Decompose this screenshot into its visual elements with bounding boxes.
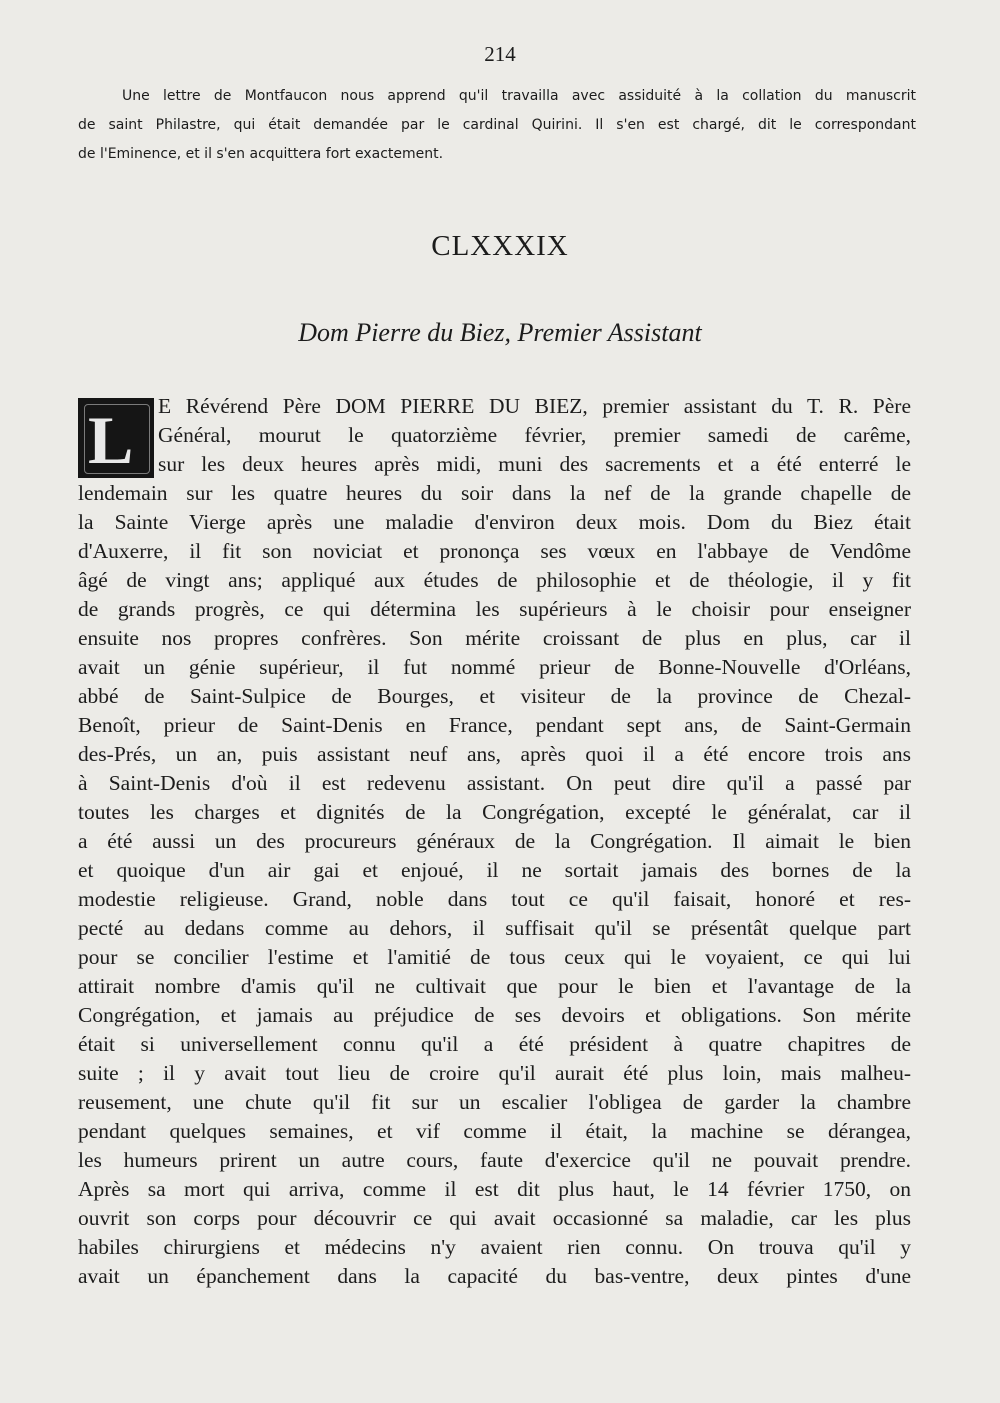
body-line: Après sa mort qui arriva, comme il est dit plus haut, le 14 février 1750, on <box>78 1177 911 1201</box>
body-line: âgé de vingt ans; appliqué aux études de philosophie et de théologie, il y fit <box>78 568 911 592</box>
body-line: pendant quelques semaines, et vif comme il était, la machine se dérangea, <box>78 1119 911 1143</box>
body-line: ensuite nos propres confrères. Son mérite croissant de plus en plus, car il <box>78 626 911 650</box>
body-line: les humeurs prirent un autre cours, faute d'exercice qu'il ne pouvait prendre. <box>78 1148 911 1172</box>
intro-line: de l'Eminence, et il s'en acquittera fort exactement. <box>78 146 444 162</box>
body-line: de grands progrès, ce qui détermina les supérieurs à le choisir pour enseigner <box>78 597 911 621</box>
body-line: lendemain sur les quatre heures du soir dans la nef de la grande chapelle de <box>78 481 911 505</box>
page-number: 214 <box>484 42 516 66</box>
body-line: Benoît, prieur de Saint-Denis en France, pendant sept ans, de Saint-Germain <box>78 713 911 737</box>
body-line: à Saint-Denis d'où il est redevenu assistant. On peut dire qu'il a passé par <box>78 771 911 795</box>
body-line: sur les deux heures après midi, muni des sacrements et a été enterré le <box>158 452 911 476</box>
body-line: modestie religieuse. Grand, noble dans tout ce qu'il faisait, honoré et res- <box>78 887 911 911</box>
body-line: et quoique d'un air gai et enjoué, il ne sortait jamais des bornes de la <box>78 858 911 882</box>
body-line: suite ; il y avait tout lieu de croire qu'il aurait été plus loin, mais malheu- <box>78 1061 911 1085</box>
chapter-numeral: CLXXXIX <box>431 230 569 262</box>
body-line: la Sainte Vierge après une maladie d'environ deux mois. Dom du Biez était <box>78 510 911 534</box>
intro-line: Une lettre de Montfaucon nous apprend qu'il travailla avec assiduité à la collation du manuscrit <box>122 88 916 104</box>
body-line: avait un épanchement dans la capacité du bas-ventre, deux pintes d'une <box>78 1264 911 1288</box>
body-line: Congrégation, et jamais au préjudice de ses devoirs et obligations. Son mérite <box>78 1003 911 1027</box>
body-line: habiles chirurgiens et médecins n'y avaient rien connu. On trouva qu'il y <box>78 1235 911 1259</box>
body-line: des-Prés, un an, puis assistant neuf ans, après quoi il a été encore trois ans <box>78 742 911 766</box>
body-line: d'Auxerre, il fit son noviciat et prononça ses vœux en l'abbaye de Vendôme <box>78 539 911 563</box>
body-line: a été aussi un des procureurs généraux de la Congrégation. Il aimait le bien <box>78 829 911 853</box>
body-line: attirait nombre d'amis qu'il ne cultivait que pour le bien et l'avantage de la <box>78 974 911 998</box>
body-line: reusement, une chute qu'il fit sur un escalier l'obligea de garder la chambre <box>78 1090 911 1114</box>
body-line: était si universellement connu qu'il a été président à quatre chapitres de <box>78 1032 911 1056</box>
intro-paragraph <box>78 84 916 171</box>
body-text <box>78 392 911 1291</box>
body-line: E Révérend Père DOM PIERRE DU BIEZ, premier assistant du T. R. Père <box>158 394 911 418</box>
chapter-title: Dom Pierre du Biez, Premier Assistant <box>298 318 702 347</box>
body-line: pour se concilier l'estime et l'amitié de tous ceux qui le voyaient, ce qui lui <box>78 945 911 969</box>
body-line: abbé de Saint-Sulpice de Bourges, et visiteur de la province de Chezal- <box>78 684 911 708</box>
body-line: toutes les charges et dignités de la Congrégation, excepté le généralat, car il <box>78 800 911 824</box>
intro-line: de saint Philastre, qui était demandée par le cardinal Quirini. Il s'en est chargé, dit le correspondant <box>78 117 916 133</box>
body-line: avait un génie supérieur, il fut nommé prieur de Bonne-Nouvelle d'Orléans, <box>78 655 911 679</box>
dropcap-letter: L <box>88 402 134 478</box>
body-line: Général, mourut le quatorzième février, premier samedi de carême, <box>158 423 911 447</box>
body-line: pecté au dedans comme au dehors, il suffisait qu'il se présentât quelque part <box>78 916 911 940</box>
body-line: ouvrit son corps pour découvrir ce qui avait occasionné sa maladie, car les plus <box>78 1206 911 1230</box>
